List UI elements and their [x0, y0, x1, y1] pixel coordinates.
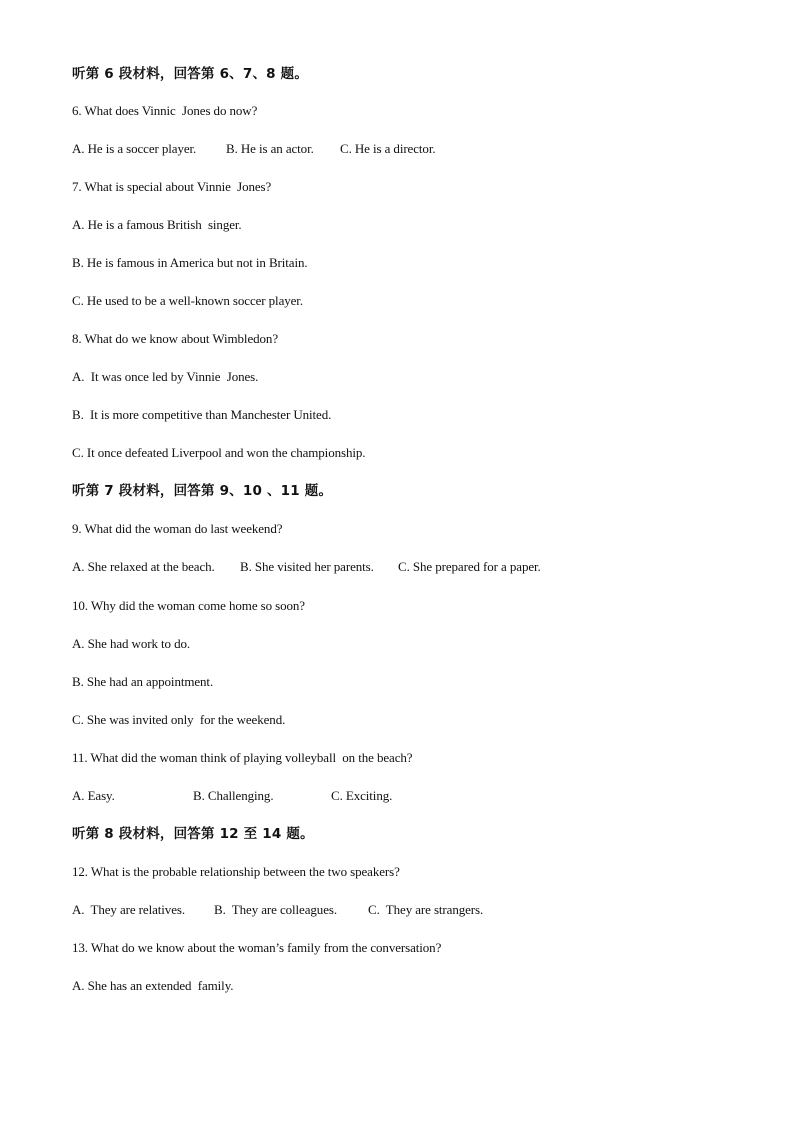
option-a: A. They are relatives. [72, 902, 185, 917]
question-text: 9. What did the woman do last weekend? [72, 521, 283, 536]
question-text: 6. What does Vinnic Jones do now? [72, 103, 258, 118]
option-c: C. He used to be a well-known soccer player. [72, 293, 303, 308]
option-a: A. She has an extended family. [72, 978, 234, 993]
option-b: B. It is more competitive than Manchester United. [72, 407, 332, 422]
option-b: B. They are colleagues. [214, 902, 337, 917]
option-b: B. Challenging. [193, 788, 274, 803]
option-a: A. It was once led by Vinnie Jones. [72, 369, 259, 384]
option-c: C. He is a director. [340, 141, 436, 156]
option-c: C. They are strangers. [368, 902, 484, 917]
question-text: 7. What is special about Vinnie Jones? [72, 179, 272, 194]
option-c: C. It once defeated Liverpool and won the championship. [72, 445, 366, 460]
option-a: A. She relaxed at the beach. [72, 559, 215, 574]
option-row [72, 902, 772, 918]
option-a: A. Easy. [72, 788, 115, 803]
option-c: C. She was invited only for the weekend. [72, 712, 286, 727]
question-text: 12. What is the probable relationship between the two speakers? [72, 864, 400, 879]
section-heading: 听第 8 段材料，回答第 12 至 14 题。 [72, 826, 314, 842]
option-b: B. She had an appointment. [72, 674, 214, 689]
question-text: 10. Why did the woman come home so soon? [72, 598, 305, 613]
option-row [72, 788, 772, 804]
option-c: C. She prepared for a paper. [398, 559, 541, 574]
option-a: A. She had work to do. [72, 636, 191, 651]
section-heading: 听第 6 段材料，回答第 6、7、8 题。 [72, 66, 309, 82]
option-row [72, 141, 772, 157]
option-row [72, 559, 772, 575]
question-text: 13. What do we know about the woman’s family from the conversation? [72, 940, 442, 955]
section-heading: 听第 7 段材料，回答第 9、10 、11 题。 [72, 483, 333, 499]
option-a: A. He is a famous British singer. [72, 217, 242, 232]
option-b: B. He is famous in America but not in Britain. [72, 255, 308, 270]
option-a: A. He is a soccer player. [72, 141, 197, 156]
question-text: 8. What do we know about Wimbledon? [72, 331, 278, 346]
option-c: C. Exciting. [331, 788, 393, 803]
option-b: B. She visited her parents. [240, 559, 374, 574]
question-text: 11. What did the woman think of playing volleyball on the beach? [72, 750, 413, 765]
option-b: B. He is an actor. [226, 141, 314, 156]
